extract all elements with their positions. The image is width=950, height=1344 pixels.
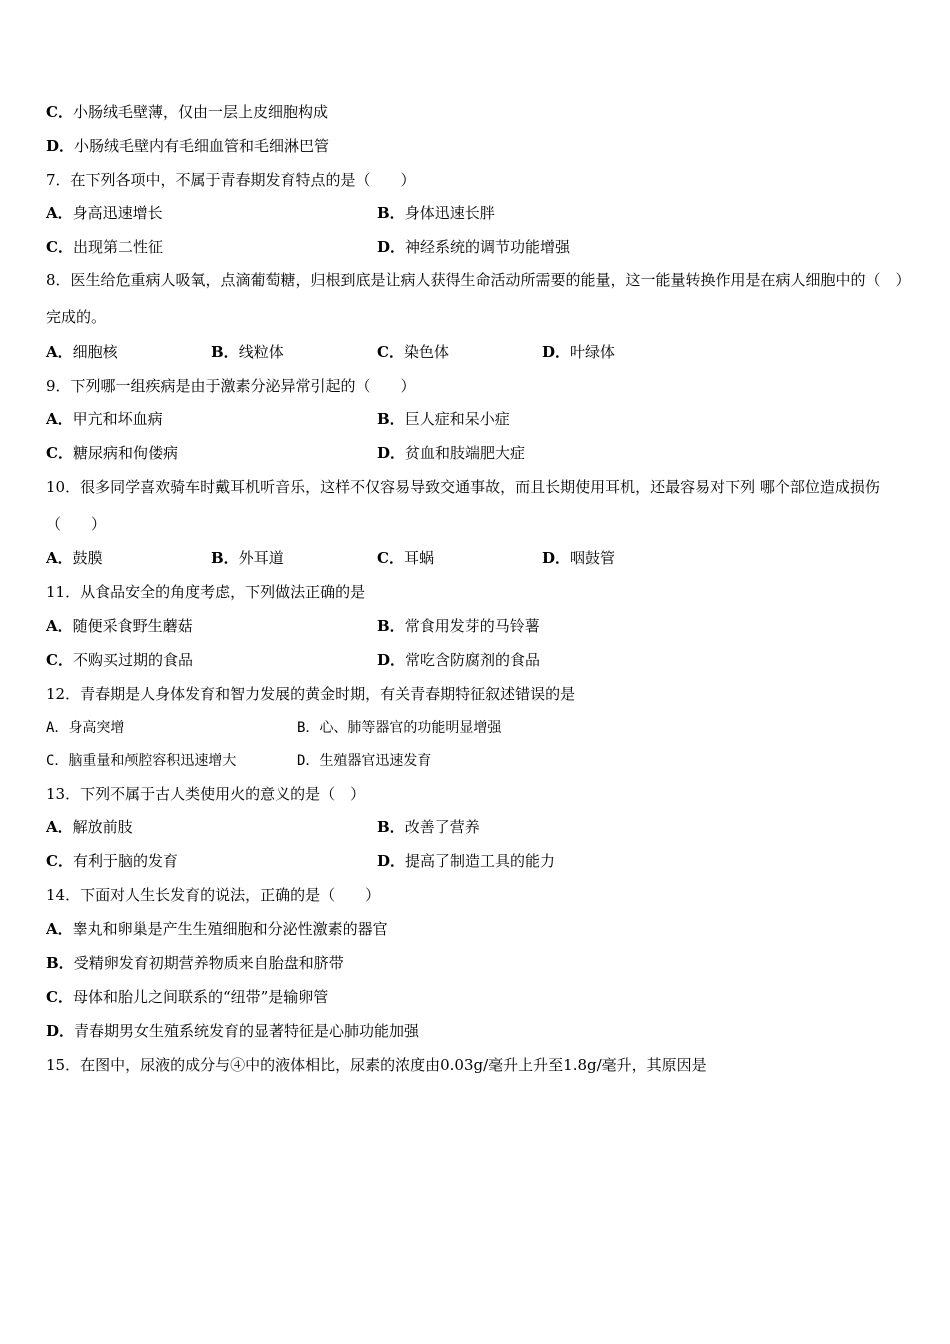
prev-option-d: [46, 136, 329, 156]
question-8-stem: 8．医生给危重病人吸氧，点滴葡萄糖，归根到底是让病人获得生命活动所需要的能量，这一能量转换作用是在病人细胞中的（ ）完成的。: [46, 271, 904, 326]
option-text: 脑重量和颅腔容积迅速增大: [68, 753, 237, 769]
option-text: 改善了营养: [404, 818, 480, 836]
prev-option-c: [46, 102, 328, 122]
question-7-option-b: [377, 203, 495, 223]
option-label: D．: [377, 852, 406, 870]
question-11-option-c: [46, 650, 193, 670]
option-label: A．: [46, 920, 73, 938]
question-10-option-d: [542, 548, 615, 568]
option-label: B．: [211, 343, 239, 361]
option-text: 神经系统的调节功能增强: [405, 238, 571, 256]
option-label: A．: [46, 617, 73, 635]
question-12-option-c: [46, 751, 236, 771]
option-label: A．: [46, 720, 69, 736]
option-label: B．: [377, 410, 405, 428]
question-12-option-a: [46, 718, 124, 738]
option-text: 常吃含防腐剂的食品: [405, 651, 541, 669]
option-label: B．: [46, 954, 74, 972]
option-text: 生殖器官迅速发育: [319, 753, 432, 769]
question-15-stem: 15．在图中，尿液的成分与④中的液体相比，尿素的浓度由0.03g/毫升上升至1.8g/毫升，其原因是: [46, 1056, 707, 1074]
option-text: 糖尿病和佝偻病: [72, 444, 178, 462]
question-13-option-b: [377, 817, 480, 837]
option-label: D．: [377, 651, 406, 669]
question-10-option-b: [211, 548, 284, 568]
option-label: D．: [377, 238, 406, 256]
option-text: 线粒体: [238, 343, 284, 361]
option-label: D．: [297, 753, 320, 769]
option-text: 随便采食野生蘑菇: [72, 617, 193, 635]
question-10-option-c: [377, 548, 434, 568]
option-label: B．: [377, 818, 405, 836]
question-7-stem: 7．在下列各项中，不属于青春期发育特点的是（ ）: [46, 171, 416, 189]
option-label: C．: [46, 988, 73, 1006]
option-label: C．: [377, 343, 404, 361]
option-text: 细胞核: [72, 343, 118, 361]
option-label: D．: [46, 1022, 75, 1040]
option-label: A．: [46, 343, 73, 361]
question-11-option-a: [46, 616, 193, 636]
question-11-option-b: [377, 616, 540, 636]
option-text: 外耳道: [238, 549, 284, 567]
question-8-option-d: [542, 342, 615, 362]
question-13-option-c: [46, 851, 178, 871]
option-label: C．: [377, 549, 404, 567]
question-12-option-b: [297, 718, 501, 738]
option-text: 母体和胎儿之间联系的“纽带”是输卵管: [72, 988, 329, 1006]
question-14-option-b: [46, 953, 344, 973]
option-text: 身高突增: [68, 720, 125, 736]
question-14-option-c: [46, 987, 328, 1007]
question-11-option-d: [377, 650, 540, 670]
question-14-option-a: [46, 919, 388, 939]
option-text: 巨人症和呆小症: [404, 410, 510, 428]
option-label: D．: [377, 444, 406, 462]
option-label: C．: [46, 651, 73, 669]
option-label: C．: [46, 753, 69, 769]
option-label: C．: [46, 238, 73, 256]
question-14-option-d: [46, 1021, 419, 1041]
option-label: B．: [297, 720, 320, 736]
option-label: A．: [46, 549, 73, 567]
question-9-stem: 9．下列哪一组疾病是由于激素分泌异常引起的（ ）: [46, 377, 416, 395]
option-label: C．: [46, 444, 73, 462]
question-10-option-a: [46, 548, 103, 568]
option-text: 心、肺等器官的功能明显增强: [319, 720, 502, 736]
question-8-option-c: [377, 342, 449, 362]
option-text: 出现第二性征: [72, 238, 163, 256]
question-7-option-a: [46, 203, 163, 223]
question-13-stem: 13．下列不属于古人类使用火的意义的是（ ）: [46, 785, 366, 803]
question-7-option-c: [46, 237, 163, 257]
option-text: 甲亢和坏血病: [72, 410, 163, 428]
option-text: 青春期男女生殖系统发育的显著特征是心肺功能加强: [74, 1022, 420, 1040]
question-12-stem: 12．青春期是人身体发育和智力发展的黄金时期，有关青春期特征叙述错误的是: [46, 685, 576, 703]
option-text: 身高迅速增长: [72, 204, 163, 222]
question-12-option-d: [297, 751, 431, 771]
option-label: C．: [46, 103, 73, 121]
option-label: D．: [542, 343, 571, 361]
option-label: C．: [46, 852, 73, 870]
option-text: 小肠绒毛壁内有毛细血管和毛细淋巴管: [74, 137, 330, 155]
option-label: B．: [211, 549, 239, 567]
option-text: 咽鼓管: [570, 549, 616, 567]
option-label: D．: [542, 549, 571, 567]
option-text: 常食用发芽的马铃薯: [404, 617, 540, 635]
option-text: 耳蜗: [403, 549, 434, 567]
question-11-stem: 11．从食品安全的角度考虑，下列做法正确的是: [46, 583, 366, 601]
option-label: A．: [46, 204, 73, 222]
option-label: B．: [377, 204, 405, 222]
option-text: 贫血和肢端肥大症: [405, 444, 526, 462]
question-7-option-d: [377, 237, 570, 257]
question-8-option-b: [211, 342, 284, 362]
option-text: 受精卵发育初期营养物质来自胎盘和脐带: [73, 954, 344, 972]
question-14-stem: 14．下面对人生长发育的说法，正确的是（ ）: [46, 886, 381, 904]
option-label: A．: [46, 818, 73, 836]
question-10-stem: 10．很多同学喜欢骑车时戴耳机听音乐，这样不仅容易导致交通事故，而且长期使用耳机，还最容易对下列 哪个部位造成损伤（ ）: [46, 478, 880, 533]
option-label: A．: [46, 410, 73, 428]
question-13-option-d: [377, 851, 555, 871]
option-text: 睾丸和卵巢是产生生殖细胞和分泌性激素的器官: [72, 920, 388, 938]
option-text: 有利于脑的发育: [72, 852, 178, 870]
option-text: 提高了制造工具的能力: [405, 852, 556, 870]
option-text: 不购买过期的食品: [72, 651, 193, 669]
question-9-option-c: [46, 443, 178, 463]
option-label: B．: [377, 617, 405, 635]
question-9-option-d: [377, 443, 525, 463]
question-8-option-a: [46, 342, 118, 362]
question-9-option-a: [46, 409, 163, 429]
option-text: 叶绿体: [570, 343, 616, 361]
option-text: 鼓膜: [72, 549, 103, 567]
option-label: D．: [46, 137, 75, 155]
question-13-option-a: [46, 817, 133, 837]
option-text: 染色体: [403, 343, 449, 361]
option-text: 小肠绒毛壁薄，仅由一层上皮细胞构成: [72, 103, 328, 121]
question-9-option-b: [377, 409, 510, 429]
option-text: 身体迅速长胖: [404, 204, 495, 222]
option-text: 解放前肢: [72, 818, 133, 836]
